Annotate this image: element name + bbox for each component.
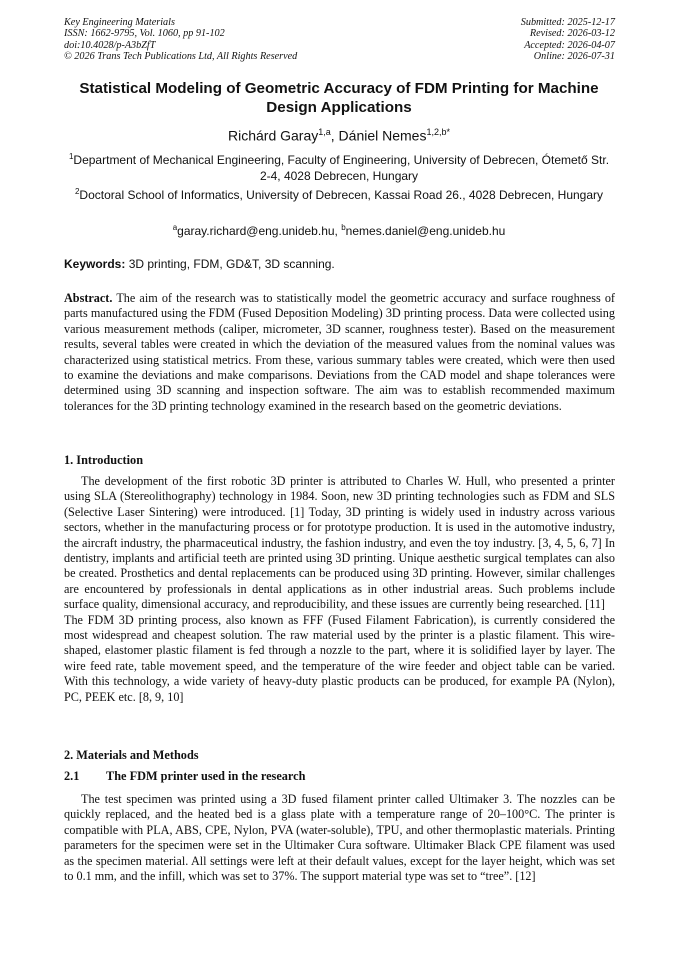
affiliation-1-marker: 1: [68, 152, 74, 161]
publication-dates: [521, 17, 615, 63]
issn-line: ISSN: 1662-9795, Vol. 1060, pp 91-102: [64, 28, 225, 40]
section-1-heading: 1. Introduction: [64, 453, 144, 467]
revised-date: Revised: 2026-03-12: [529, 28, 615, 40]
email-separator: ,: [334, 224, 342, 238]
author-2-affiliation-marker: 1,2,b*: [426, 127, 451, 137]
author-line: [60, 123, 618, 145]
email-b-marker: b: [341, 223, 346, 232]
introduction-paragraph-2: The FDM 3D printing process, also known as FFF (Fused Filament Fabrication), is currently considered the most widespread and cheapest solution. The raw material used by the printer is a plastic filament. This wire-shaped, elastomer plastic filament is fed through a nozzle to the part, where it is solidified layer by layer. The wire feed rate, table movement speed, and the temperature of the wire feeder and object table can be varied. With this technology, a wide variety of heavy-duty plastic products can be produced, for example PA (Nylon), PC, PEEK etc. [8, 9, 10]: [64, 612, 615, 704]
keywords: [64, 256, 616, 272]
online-date: Online: 2026-07-31: [533, 51, 615, 63]
email-b: nemes.daniel@eng.unideb.hu: [345, 224, 506, 238]
subsection-number: 2.1: [64, 769, 80, 783]
doi-line: doi:10.4028/p-A3bZfT: [64, 39, 156, 51]
affiliation-1: [66, 149, 612, 184]
abstract-text: The aim of the research was to statistically model the geometric accuracy and surface roughness of parts manufactured using the FDM (Fused Deposition Modeling) 3D printing process. Data were collected using various measurement methods (caliper, micrometer, 3D scanner, roughness tester). Based on the measurement results, several tables were created in which the deviation of the measured values from the nominal values was characterized using statistical metrics. From these, various summary tables were created, which were then used to examine the deviations and make comparisons. Deviations from the CAD model and shape tolerances were determined using 3D scanning and inspection software. The aim was to establish recommended maximum tolerances for the 3D printing technology examined in the research based on the geometric deviations.: [64, 291, 615, 413]
email-a: garay.richard@eng.unideb.hu: [177, 224, 335, 238]
email-a-marker: a: [172, 223, 178, 232]
affiliation-2-marker: 2: [74, 187, 80, 196]
author-1-affiliation-marker: 1,a: [318, 127, 331, 137]
introduction-paragraph-1: The development of the first robotic 3D printer is attributed to Charles W. Hull, who presented a printer using SLA (Stereolithography) technology in 1984. Soon, new 3D printing technologies such as FDM and SLS (Selective Laser Sintering) were introduced. [1] Today, 3D printing is widely used in industry across various sectors, whether in the manufacturing process or for prototype production. It is used in the automotive industry, the aircraft industry, the pharmaceutical industry, the fashion industry, and even the toy industry. [3, 4, 5, 6, 7] In dentistry, implants and artificial teeth are printed using 3D printing. Unique aesthetic surgical templates can also be created. Prosthetics and dental replacements can be produced using 3D printing. However, similar challenges are encountered by professionals in dental applications as in other industrial areas. Such problems include surface quality, dimensional accuracy, and reproducibility, and these issues are currently being researched. [11]: [64, 474, 615, 612]
abstract-label: Abstract.: [64, 291, 113, 305]
author-separator: ,: [330, 127, 339, 144]
journal-info: [64, 17, 297, 63]
introduction-body: [64, 474, 615, 705]
section-2-heading: 2. Materials and Methods: [64, 748, 199, 762]
paper-title: Statistical Modeling of Geometric Accuracy of FDM Printing for Machine Design Applications: [79, 80, 599, 116]
affiliation-1-text: Department of Mechanical Engineering, Faculty of Engineering, University of Debrecen, Ótemető Str. 2-4, 4028 Debrecen, Hungary: [73, 153, 610, 183]
subsection-2-1-heading: [64, 769, 305, 784]
subsection-title: The FDM printer used in the research: [106, 769, 306, 783]
submitted-date: Submitted: 2025-12-17: [520, 17, 615, 28]
affiliation-2: [66, 184, 612, 203]
keywords-text: 3D printing, FDM, GD&T, 3D scanning.: [125, 257, 335, 271]
methods-body: [64, 792, 615, 884]
keywords-label: Keywords:: [64, 257, 126, 271]
affiliation-2-text: Doctoral School of Informatics, University of Debrecen, Kassai Road 26., 4028 Debrecen, Hungary: [79, 188, 604, 202]
copyright-line: © 2026 Trans Tech Publications Ltd, All Rights Reserved: [64, 51, 298, 63]
author-emails: [66, 220, 612, 239]
author-1: Richárd Garay: [227, 127, 319, 144]
methods-paragraph-1: The test specimen was printed using a 3D fused filament printer called Ultimaker 3. The nozzles can be quickly replaced, and the heated bed is a glass plate with a temperature range of 20–100°C. The printer is compatible with PLA, ABS, CPE, Nylon, PVA (water-soluble), TPU, and other thermoplastic materials. Printing parameters for the specimen were set in the Ultimaker Cura software. Ultimaker Black CPE filament was used as the specimen material. All settings were left at their default values, except for the layer height, which was set to 0.1 mm, and the infill, which was set to 37%. The support material type was set to “tree”. [12]: [64, 792, 615, 884]
journal-name: Key Engineering Materials: [64, 17, 175, 28]
accepted-date: Accepted: 2026-04-07: [524, 39, 615, 51]
author-2: Dániel Nemes: [338, 127, 427, 144]
abstract: [64, 291, 615, 414]
